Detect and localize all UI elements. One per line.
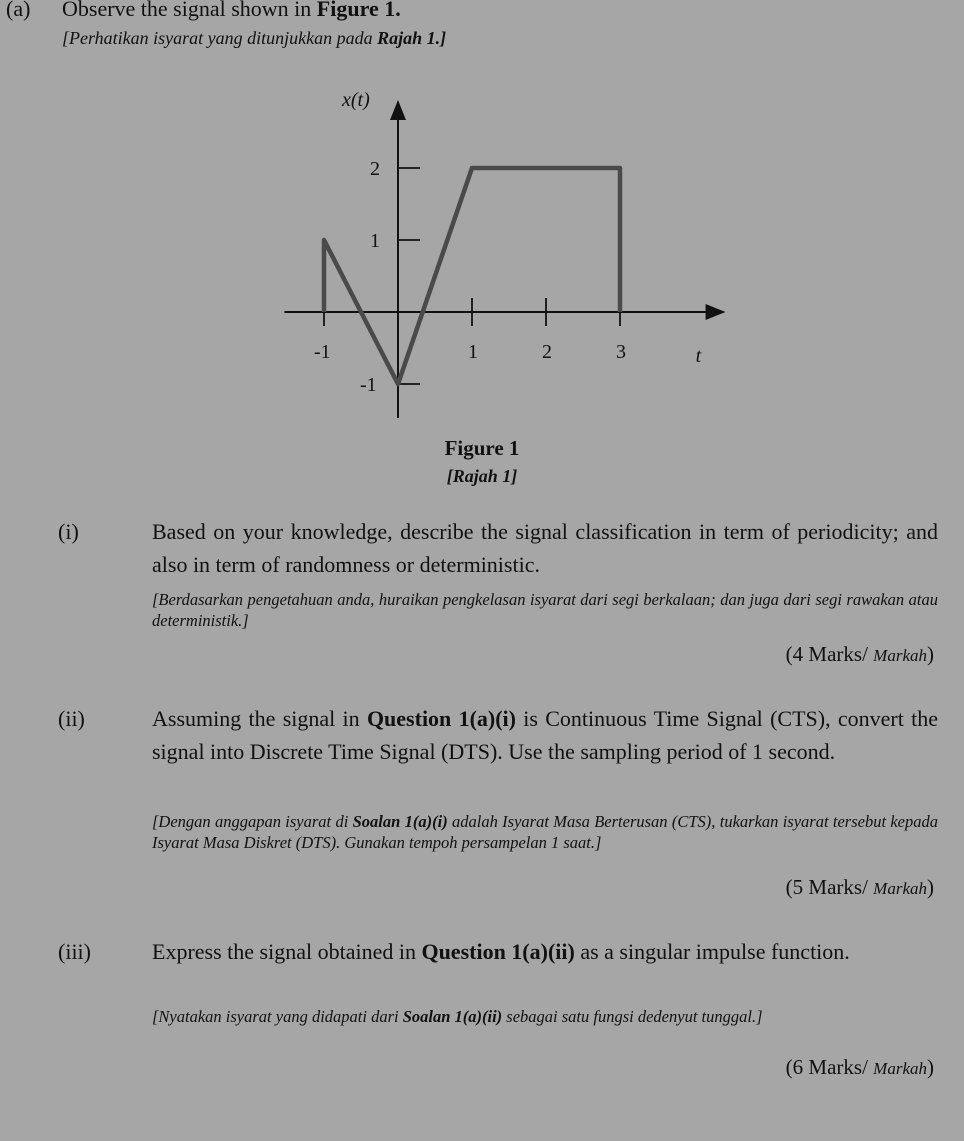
marks-iii [786, 1055, 934, 1080]
question-reference: Question 1(a)(ii) [421, 939, 575, 964]
marks-word: Markah [873, 879, 927, 898]
marks-close: ) [927, 875, 934, 899]
part-question-i: Based on your knowledge, describe the signal classification in term of periodicity; and also in term of randomness or deterministic. [152, 519, 938, 577]
y-tick-label: -1 [360, 374, 377, 396]
marks-word: Markah [873, 1059, 927, 1078]
marks-i [786, 642, 934, 667]
marks-label: (6 Marks/ [785, 1055, 874, 1079]
translation-text: sebagai satu fungsi dedenyut tunggal.] [502, 1007, 763, 1026]
part-question-ii [152, 702, 938, 768]
marks-label: (5 Marks/ [785, 875, 874, 899]
question-translation-text: [Perhatikan isyarat yang ditunjukkan pada [62, 28, 378, 48]
part-number-ii: (ii) [58, 706, 85, 731]
question-translation [62, 28, 446, 49]
part-text: as a singular impulse function. [574, 939, 850, 964]
part-text: Assuming the signal in [152, 706, 367, 731]
signal-plot [270, 78, 750, 418]
question-title-bold: Figure 1. [316, 0, 401, 21]
translation-text: adalah Isyarat Masa Berterusan (CTS), tukarkan isyarat tersebut kepada Isyarat Masa Diskret (DTS). Gunakan tempoh persampelan 1 saat.] [152, 812, 939, 852]
marks-close: ) [927, 642, 934, 666]
question-title-text: Observe the signal shown in [62, 0, 317, 21]
part-number-iii: (iii) [58, 939, 91, 964]
figure-caption: Figure 1 [444, 436, 520, 460]
marks-word: Markah [873, 646, 927, 665]
part-translation-ii [152, 811, 938, 853]
part-question-iii [152, 935, 938, 968]
part-translation-i: [Berdasarkan pengetahuan anda, huraikan pengkelasan isyarat dari segi berkalaan; dan juga dari segi rawakan atau deterministik.] [152, 590, 938, 630]
x-axis-label: t [695, 345, 702, 367]
question-translation-bold: Rajah 1.] [377, 28, 447, 48]
question-reference: Soalan 1(a)(i) [352, 812, 448, 831]
part-translation-iii [152, 1006, 938, 1027]
y-axis-label: x(t) [342, 89, 370, 111]
y-tick-label: 1 [370, 230, 380, 252]
translation-text: [Nyatakan isyarat yang didapati dari [152, 1007, 403, 1026]
marks-label: (4 Marks/ [785, 642, 874, 666]
x-tick-label: 1 [468, 341, 478, 363]
x-tick-label: 2 [542, 341, 552, 363]
y-tick-label: 2 [370, 158, 380, 180]
marks-close: ) [927, 1055, 934, 1079]
part-text: is Continuous Time Signal (CTS), convert the signal into Discrete Time Signal (DTS). Use the sampling period of 1 second. [152, 706, 938, 764]
question-label: (a) [6, 0, 31, 21]
figure-caption-translation: [Rajah 1] [446, 466, 518, 486]
question-reference: Soalan 1(a)(ii) [402, 1007, 503, 1026]
question-title [62, 0, 401, 22]
x-tick-label: 3 [616, 341, 626, 363]
signal-figure [270, 78, 750, 418]
x-tick-label: -1 [314, 341, 331, 363]
part-number-i: (i) [58, 519, 79, 544]
translation-text: [Dengan anggapan isyarat di [152, 812, 353, 831]
marks-ii [786, 875, 934, 900]
part-text: Express the signal obtained in [152, 939, 422, 964]
question-reference: Question 1(a)(i) [366, 706, 516, 731]
